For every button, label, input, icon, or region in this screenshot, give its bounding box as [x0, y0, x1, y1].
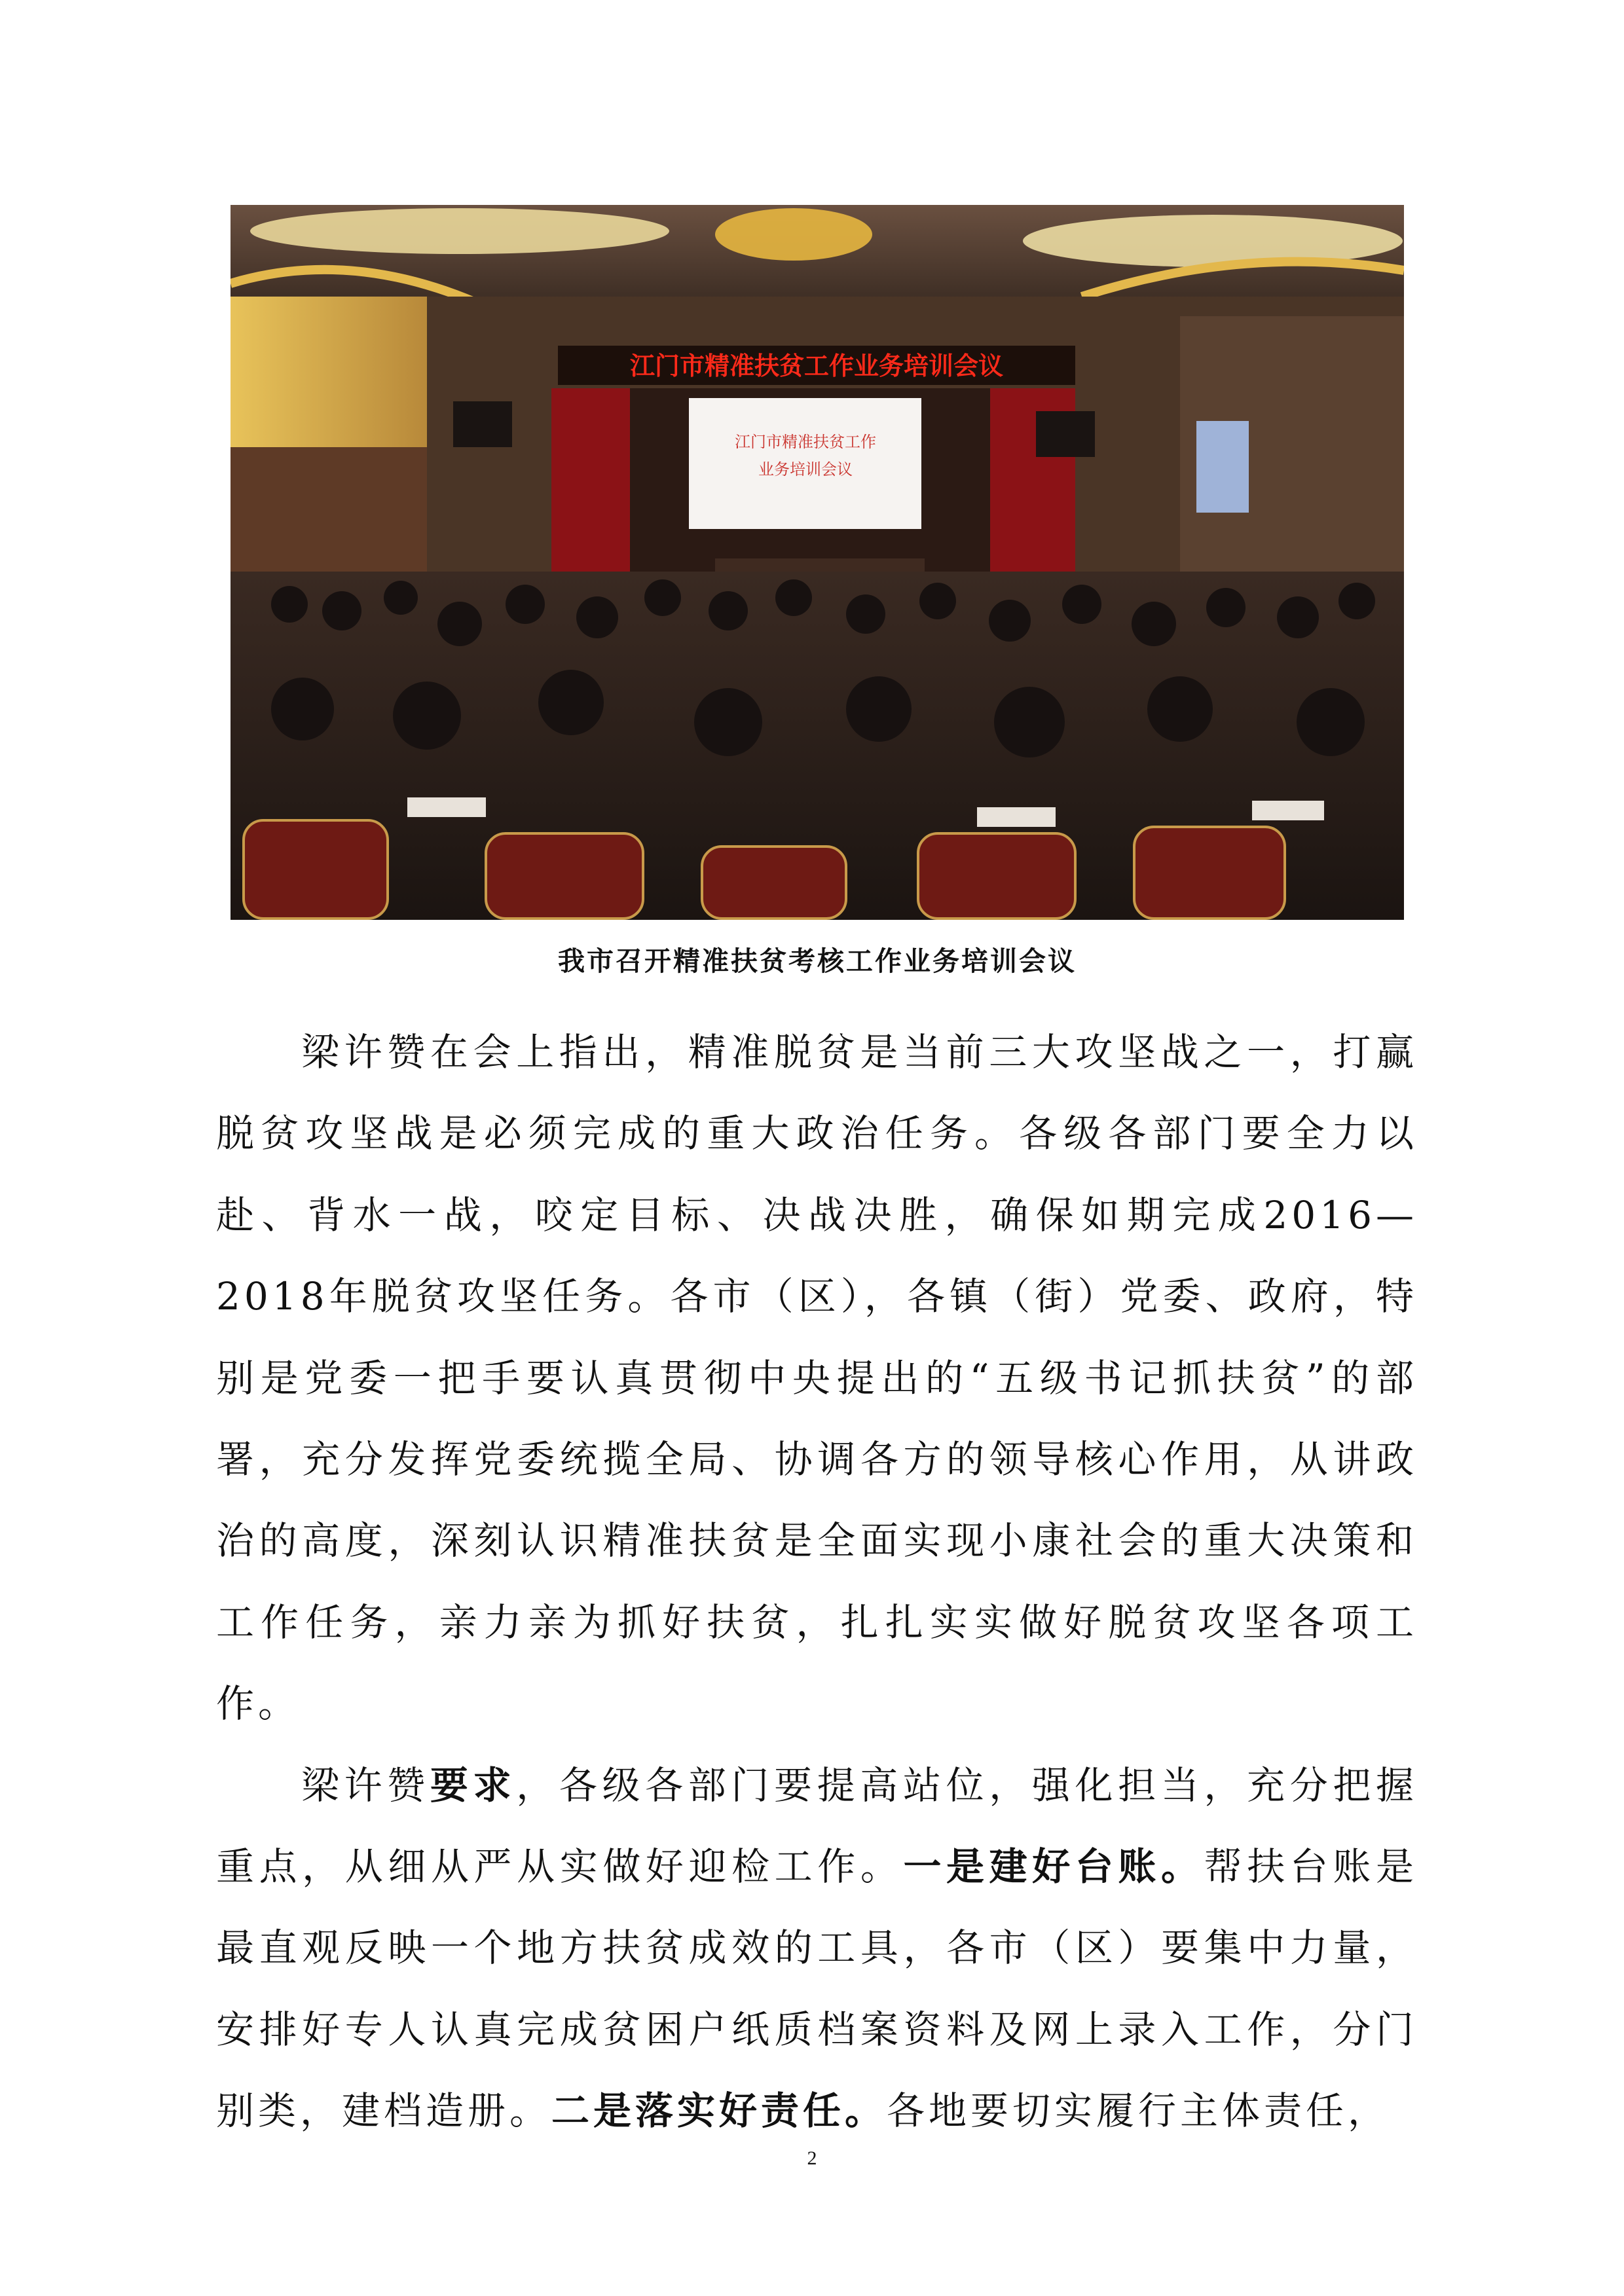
paragraph-1: 梁许赞在会上指出，精准脱贫是当前三大攻坚战之一，打赢脱贫攻坚战是必须完成的重大政治任务。各级各部门要全力以赴、背水一战，咬定目标、决战决胜，确保如期完成2016—2018年脱贫攻坚任务。各市（区），各镇（街）党委、政府，特别是党委一把手要认真贯彻中央提出的“五级书记抓扶贫”的部署，充分发挥党委统揽全局、协调各方的领导核心作用，从讲政治的高度，深刻认识精准扶贫是全面实现小康社会的重大决策和工作任务，亲力亲为抓好扶贫，扎扎实实做好脱贫攻坚各项工作。	[216, 1030, 1418, 1726]
projection-screen-line2: 业务培训会议	[758, 460, 853, 479]
paragraph-2-text-c: 各地要切实履行主体责任，	[887, 2088, 1390, 2134]
paragraph-2-point-two: 二是落实好责任。	[551, 2088, 887, 2134]
paragraph-2-text-a: ，各级各部门要提高站位，强化担当，充分把握重点，从细从严从实做好迎检工作。	[216, 1762, 1418, 1889]
conference-photo	[231, 205, 1404, 920]
stage-banner-text: 江门市精准扶贫工作业务培训会议	[629, 352, 1004, 380]
projection-screen-line1: 江门市精准扶贫工作	[735, 433, 876, 451]
page-number: 2	[807, 2147, 817, 2169]
paragraph-2-point-one: 一是建好台账。	[903, 1844, 1204, 1889]
paragraph-2-speaker: 梁许赞	[301, 1762, 430, 1808]
article-body	[216, 1011, 1418, 2152]
photo-caption: 我市召开精准扶贫考核工作业务培训会议	[558, 945, 1077, 977]
paragraph-2-emphasis-requirement: 要求	[430, 1762, 517, 1808]
paragraph-2-text-b: 帮扶台账是最直观反映一个地方扶贫成效的工具，各市（区）要集中力量，安排好专人认真完成贫困户纸质档案资料及网上录入工作，分门别类，建档造册。	[216, 1844, 1418, 2134]
paragraph-2	[216, 1745, 1418, 2152]
